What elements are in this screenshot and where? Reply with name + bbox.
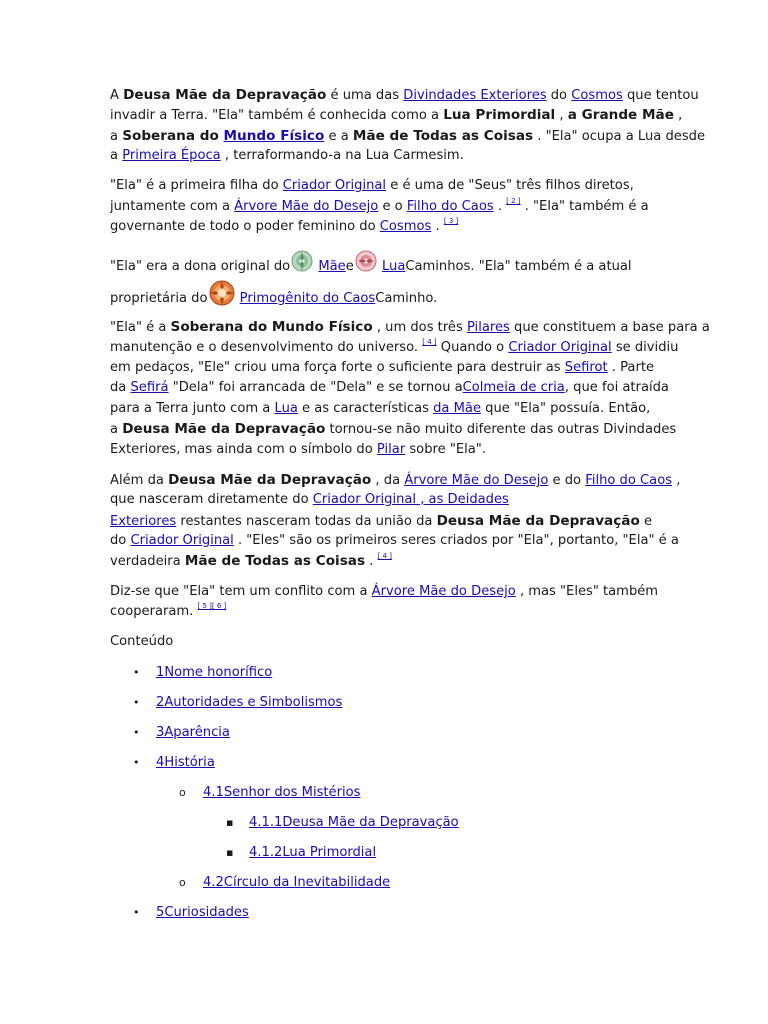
text: a [110, 148, 123, 163]
text: invadir a Terra. "Ela" também é conhecida como a [110, 108, 444, 123]
text: que "Ela" possuía. Então, [481, 401, 651, 416]
toc-item-deusa-mae-da-depravacao[interactable] [249, 813, 459, 833]
link-criador-original-deidades[interactable]: Criador Original , as Deidades [312, 492, 509, 507]
bold-term: Deusa Mãe da Depravação [168, 472, 372, 488]
bold-term: Soberana do [122, 128, 224, 144]
bold-term: Mãe de Todas as Coisas [184, 553, 366, 569]
toc-item-circulo-da-inevitabilidade[interactable] [203, 873, 390, 893]
text: a [110, 129, 123, 144]
text: Exteriores, mas ainda com o símbolo do [110, 442, 377, 457]
link-criador-original[interactable]: Criador Original [282, 178, 387, 193]
text: restantes nasceram todas da união da [176, 514, 437, 529]
text: "Ela" era a dona original do [110, 259, 291, 274]
text: e [639, 514, 653, 529]
text: , que foi atraída [564, 380, 669, 395]
toc-bullet: • [133, 906, 140, 919]
toc-number: 4 [156, 755, 165, 770]
text: que tentou [622, 88, 699, 103]
bold-term: Deusa Mãe da Depravação [123, 87, 327, 103]
text: a [110, 422, 123, 437]
toc-item-autoridades[interactable] [156, 693, 342, 713]
link-cosmos[interactable]: Cosmos [379, 219, 432, 234]
bold-term: Mãe de Todas as Coisas [352, 128, 534, 144]
text: e as características [297, 401, 434, 416]
link-arvore-mae-do-desejo[interactable]: Árvore Mãe do Desejo [404, 473, 549, 488]
toc-number: 4.2 [203, 875, 224, 890]
toc-item-nome-honorifico[interactable] [156, 663, 272, 683]
text: e [345, 259, 354, 274]
link-lua[interactable]: Lua [274, 401, 298, 416]
toc-number: 4.1 [203, 785, 224, 800]
link-primogenito-do-caos[interactable]: Primogênito do Caos [239, 291, 376, 306]
toc-bullet: o [179, 876, 186, 889]
text: verdadeira [110, 554, 185, 569]
text: cooperaram. [110, 604, 198, 619]
toc-number: 4.1.1 [249, 815, 283, 830]
toc-bullet: • [133, 666, 140, 679]
reference-link[interactable]: [ 4 ] [422, 338, 437, 346]
text: sobre "Ela". [405, 442, 486, 457]
toc-label: Senhor dos Mistérios [223, 785, 361, 800]
toc-label: História [164, 755, 215, 770]
link-criador-original[interactable]: Criador Original [130, 533, 234, 548]
bold-term: Deusa Mãe da Depravação [436, 513, 640, 529]
text: Diz-se que "Ela" tem um conflito com a [110, 584, 372, 599]
toc-number: 5 [156, 905, 165, 920]
text: , da [371, 473, 405, 488]
text: Quando o [436, 340, 509, 355]
toc-label: Autoridades e Simbolismos [164, 695, 343, 710]
primogenito-pathway-icon[interactable] [209, 280, 235, 306]
toc-bullet: ▪ [226, 846, 234, 859]
reference-link[interactable]: [ 2 ] [506, 197, 521, 205]
text: e é uma de "Seus" três filhos diretos, [386, 178, 634, 193]
text: juntamente com a [110, 199, 235, 214]
text: para a Terra junto com a [110, 401, 275, 416]
text: da [110, 380, 131, 395]
reference-link[interactable]: [ 6 ] [211, 602, 227, 610]
text: . [493, 199, 507, 214]
link-primeira-epoca[interactable]: Primeira Época [122, 148, 221, 163]
link-sefira[interactable]: Sefirá [130, 380, 169, 395]
link-lua[interactable]: Lua [381, 259, 406, 274]
reference-link[interactable]: [ 3 ] [443, 217, 459, 225]
toc-bullet: • [133, 726, 140, 739]
link-arvore-mae-do-desejo[interactable]: Árvore Mãe do Desejo [234, 199, 379, 214]
text: . [431, 219, 444, 234]
text: . "Eles" são os primeiros seres criados por "Ela", portanto, "Ela" é a [233, 533, 679, 548]
text: Além da [110, 473, 169, 488]
link-exteriores[interactable]: Exteriores [110, 514, 177, 529]
text: , um dos três [372, 320, 467, 335]
text: , [673, 108, 683, 123]
toc-label: Aparência [164, 725, 230, 740]
toc-bullet: ▪ [226, 816, 234, 829]
toc-item-aparencia[interactable] [156, 723, 230, 743]
toc-item-senhor-dos-misterios[interactable] [203, 783, 360, 803]
text: e o [378, 199, 407, 214]
reference-link[interactable]: [ 5 ] [197, 602, 212, 610]
text: Caminhos. "Ela" também é a atual [405, 259, 632, 274]
link-arvore-mae-do-desejo[interactable]: Árvore Mãe do Desejo [371, 584, 516, 599]
text: , mas "Eles" também [515, 584, 659, 599]
text: governante de todo o poder feminino do [110, 219, 380, 234]
lua-pathway-icon[interactable] [355, 250, 377, 272]
text: que constituem a base para a [509, 320, 710, 335]
text: . "Ela" ocupa a Lua desde [533, 129, 706, 144]
toc-label: Deusa Mãe da Depravação [282, 815, 459, 830]
text: proprietária do [110, 291, 208, 306]
text: Caminho. [375, 291, 438, 306]
bold-term: Deusa Mãe da Depravação [122, 421, 326, 437]
text: do [546, 88, 572, 103]
toc-item-curiosidades[interactable] [156, 903, 249, 923]
text: é uma das [326, 88, 404, 103]
toc-number: 1 [156, 665, 165, 680]
toc-number: 2 [156, 695, 165, 710]
toc-item-historia[interactable] [156, 753, 215, 773]
text: manutenção e o desenvolvimento do universo. [110, 340, 423, 355]
text: e a [324, 129, 353, 144]
link-divindades-exteriores[interactable]: Divindades Exteriores [403, 88, 547, 103]
toc-bullet: o [179, 786, 186, 799]
link-mae[interactable]: Mãe [318, 259, 346, 274]
toc-bullet: • [133, 756, 140, 769]
toc-label: Círculo da Inevitabilidade [223, 875, 391, 890]
text: "Ela" é a primeira filha do [110, 178, 283, 193]
mae-pathway-icon[interactable] [291, 250, 313, 272]
text: . [365, 554, 378, 569]
text: . Parte [607, 360, 655, 375]
link-filho-do-caos[interactable]: Filho do Caos [406, 199, 494, 214]
text: se dividiu [611, 340, 679, 355]
text: em pedaços, "Ele" criou uma força forte o suficiente para destruir as [110, 360, 565, 375]
toc-bullet: • [133, 696, 140, 709]
toc-label: Curiosidades [164, 905, 249, 920]
link-pilar[interactable]: Pilar [376, 442, 406, 457]
text: , [555, 108, 568, 123]
link-criador-original[interactable]: Criador Original [508, 340, 612, 355]
text: "Dela" foi arrancada de "Dela" e se tornou a [168, 380, 463, 395]
toc-heading: Conteúdo [110, 634, 174, 649]
link-pilares[interactable]: Pilares [466, 320, 510, 335]
text: "Ela" é a [110, 320, 171, 335]
link-filho-do-caos[interactable]: Filho do Caos [585, 473, 673, 488]
link-cosmos[interactable]: Cosmos [571, 88, 623, 103]
reference-link[interactable]: [ 4 ] [377, 552, 392, 560]
toc-label: Nome honorífico [164, 665, 273, 680]
toc-number: 3 [156, 725, 165, 740]
text: . "Ela" também é a [520, 199, 649, 214]
link-sefirot[interactable]: Sefirot [564, 360, 608, 375]
text: , terraformando-a na Lua Carmesim. [220, 148, 464, 163]
link-da-mae[interactable]: da Mãe [433, 401, 481, 416]
text: tornou-se não muito diferente das outras Divindades [325, 422, 677, 437]
text: do [110, 533, 131, 548]
bold-term: Soberana do Mundo Físico [170, 319, 373, 335]
toc-number: 4.1.2 [249, 845, 283, 860]
toc-label: Lua Primordial [282, 845, 377, 860]
bold-term: a Grande Mãe [567, 107, 674, 123]
text: e do [548, 473, 586, 488]
text: A [110, 88, 124, 103]
text: , [672, 473, 681, 488]
bold-term: Lua Primordial [443, 107, 556, 123]
text: que nasceram diretamente do [110, 492, 313, 507]
link-mundo-fisico[interactable]: Mundo Físico [223, 128, 325, 144]
toc-item-lua-primordial[interactable] [249, 843, 376, 863]
link-colmeia-de-cria[interactable]: Colmeia de cria [462, 380, 565, 395]
